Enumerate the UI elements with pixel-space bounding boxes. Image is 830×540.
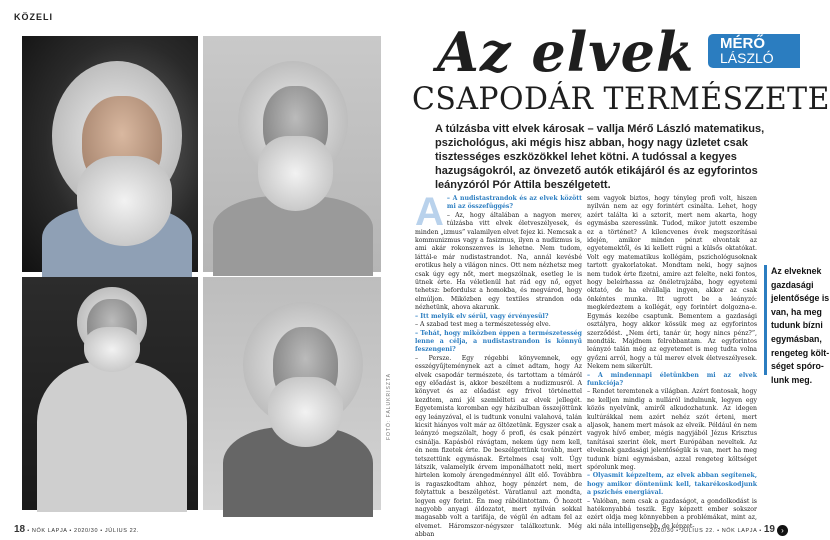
portrait-photo-3 bbox=[22, 277, 198, 510]
intro-lead: A túlzásba vitt elvek károsak – vallja Mérő László matematikus, pszichológus, aki mégis hisz abban, hogy nagy üzletet csak tisztességes eszközökkel lehet kötni. A tudóssal a kegyes hazugságokról, az önvezető autók etikájáról és az egyforintos leányzóról Pór Attila beszélgetett. bbox=[435, 123, 765, 191]
badge-last: LÁSZLÓ bbox=[720, 50, 774, 66]
section-label: KÖZELI bbox=[14, 12, 53, 22]
article-column-2 bbox=[587, 195, 757, 531]
interview-answer: – Persze. Egy régebbi könyvemnek, egy esszégyűjteménynek azt a címet adtam, hogy Az elvek csapodár természete, és tartottam a témáról egy előadást is, akkor beszéltem a nudizmusról. A könyvet és az előadást egy frivol történettel kezdtem, ami jól szemlélteti az elvek jellegét. Egyetemista koromban egy házibulban összejöttünk egy leányzóval, el is tudtunk vonulni valahová, talán kicsit hiányos volt már az öltözetünk. Egyszer csak a leányzó megszólalt, hogy ő profi, és csak pénzért csinálja. Kapásból rávágtam, nekem úgy nem kell, én nem fizetek érte. De beszélgettünk tovább, mert tetszettünk egymásnak. Értelmes csaj volt. Úgy látszik, valamelyik érvem imponálhatott neki, mert hirtelen komoly árengedménnyel állt elő. Továbbra is ragaszkodtam ahhoz, hogy pénzért nem, de folytattuk a beszélgetést. Váratlanul azt mondta, legyen egy forint. Én meg rábólintottam. Ő hozott nagyobb anyagi áldozatot, mert nyilván sokkal magasabb volt a tarifája, de végül én adtam fel az elvemet. Háromszor-négyszer találkoztunk. Még abban bbox=[415, 354, 582, 539]
page-number-right: 19 bbox=[763, 524, 775, 535]
footer-right-text: 2020/30 • JÚLIUS 22. • NŐK LAPJA • bbox=[649, 528, 764, 534]
pull-quote-line: van, ha meg bbox=[771, 306, 822, 317]
article-column-1 bbox=[415, 190, 582, 540]
footer-left bbox=[14, 524, 139, 535]
name-badge bbox=[708, 34, 800, 68]
interview-question: – Itt melyik elv sérül, vagy érvényesül? bbox=[415, 312, 549, 320]
pull-quote-line: egymásban, bbox=[771, 333, 822, 344]
pull-quote-line: Az elveknek bbox=[771, 266, 822, 276]
footer-left-text: • NŐK LAPJA • 2020/30 • JÚLIUS 22. bbox=[25, 528, 140, 534]
pull-quote-line: lunk meg. bbox=[771, 374, 813, 385]
interview-question: – A nudistastrandok és az elvek között mi az összefüggés? bbox=[446, 195, 582, 211]
interview-question: – A mindennapi életünkben mi az elvek funkciója? bbox=[587, 371, 757, 387]
interview-answer: sem vagyok biztos, hogy tényleg profi volt, hiszen nyilván nem az egy forintért csinálta. Lehet, hogy azért találta ki a sztorit, mert nem akarta, hogy egymásba szeressünk. Tudod, mikor jutott eszembe ez a történet? A kilencvenes évek megszorításai idején, amikor minden pénzt elvontak az egyetemektől, és ki kellett rúgni a külsős oktatókat. Volt egy matematikus kollégám, pszichológusoknak tartott gyakorlatokat. Mondtam neki, hogy sajnos nem tudok érte fizetni, amire azt felelte, neki fontos, hogy beleírhassa az önéletrajzába, hogy egyetemi oktató, de ha elvállalja ingyen, akkor az csak önkéntes munka. Itt ugrott be a leányzó: megkérdeztem a kollégát, egy forintért dolgozna-e. Egymás kezébe csaptunk. Bementem a gazdasági osztályra, hogy akkor kössük meg az egyforintos szerződést. „Nem érti, tanár úr, hogy nincs pénz?”, mondták. Majdnem felrobbantam. Az egyforintos leányzó talán még az egyetemet is meg tudta volna győzni arról, hogy a túl merev elvek életveszélyesek. Nekem nem sikerült. bbox=[587, 195, 757, 371]
page-number-left: 18 bbox=[14, 524, 26, 535]
title-line-1: Az elvek bbox=[437, 20, 695, 84]
title-line-2: CSAPODÁR TERMÉSZETE bbox=[412, 82, 830, 117]
photo-credit: FOTÓ: FALUKRISZTA bbox=[386, 373, 392, 440]
pull-quote-line: tudunk bízni bbox=[771, 320, 823, 331]
pull-quote bbox=[764, 265, 830, 385]
portrait-photo-2 bbox=[203, 36, 381, 272]
next-page-arrow-icon[interactable]: › bbox=[777, 525, 788, 536]
interview-question: – Olyasmit képzeltem, az elvek abban segítenek, hogy amikor döntenünk kell, takarékoskodjunk a pszichés energiával. bbox=[587, 472, 757, 497]
portrait-photo-4 bbox=[203, 277, 381, 510]
portrait-photo-1 bbox=[22, 36, 198, 272]
interview-answer: – Rendet teremtenek a világban. Azért fontosak, hogy ne kelljen mindig a nulláról indulnunk, legyen egy közös nyelvünk, amiről alkudozhatunk. Az idegen kultúrákkal nem azért nehéz szót érteni, mert aljasok, hanem mert mások az elveik. Például én nem vagyok hívő ember, mégis nagyjából Jézus Krisztus tanításai szerint élek, mert Európában neveltek. Az elveknek gazdasági jelentőségük is van, mert ha meg tudunk bízni egymásban, azzal rengeteg költséget spórolunk meg. bbox=[587, 388, 757, 471]
interview-answer: – A szabad test meg a természetesség elve. bbox=[415, 321, 551, 329]
drop-cap: A bbox=[415, 190, 444, 234]
footer-right bbox=[650, 524, 788, 536]
pull-quote-line: jelentősége is bbox=[771, 293, 830, 304]
interview-answer: – Az, hogy általában a nagyon merev, túlzásba vitt elvek életveszélyesek, és minden „izmus” valamilyen elvet fejez ki. Nemcsak a kommunizmus vagy a fasizmus, ilyen a nudizmus is, ami akár rokonszenves is lehetne. Nem tudom, láttál-e már nudistastrandot. Na, annál kevésbé erotikus hely a világon nincs. Ott nem nézhetsz meg csak úgy egy nőt, mert megszólnak, esetleg le is ütnek érte. Ha véletlenül hat rád egy nő, egyet tehetsz: befordulsz a homokba, és megvárod, hogy elmúljon. Miközben egy textiles strandon oda nézhetünk, ahova akarunk. bbox=[415, 211, 582, 312]
pull-quote-line: rengeteg költ- bbox=[771, 347, 830, 358]
interview-question: – Tehát, hogy miközben éppen a természetesség lenne a célja, a nudistastrandon is könnyű feszengeni? bbox=[415, 329, 582, 354]
pull-quote-line: séget spóro- bbox=[771, 361, 824, 372]
interview-answer: – Valóban, nem csak a gazdaságot, a gondolkodást is hatékonyabbá teszik. Egy képzett ember sokszor ezért oldja meg könnyebben a problémákat, mint az, aki nála intelligensebb, de képzet- bbox=[587, 497, 757, 530]
badge-first: MÉRŐ bbox=[720, 35, 765, 52]
pull-quote-line: gazdasági bbox=[771, 279, 814, 290]
